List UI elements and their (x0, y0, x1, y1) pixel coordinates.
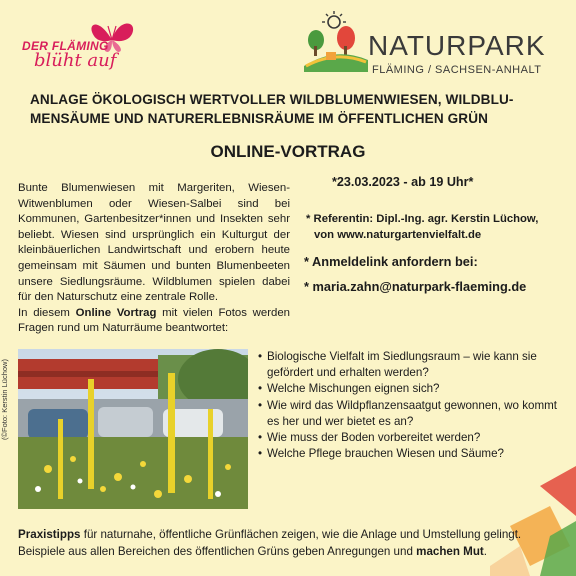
wildflower-photo (18, 349, 248, 509)
intro-lead-bold: Online Vortrag (75, 306, 157, 319)
intro-lead-in (18, 306, 290, 337)
questions-list (258, 349, 558, 462)
intro-lead-text: In diesem (18, 306, 76, 319)
logo-naturpark (300, 8, 568, 80)
logo-der-flaeming-blueht-auf (14, 14, 144, 74)
page-subtitle: ONLINE-VORTRAG (210, 142, 366, 161)
speaker-info (306, 211, 538, 243)
headline-line-1: ANLAGE ÖKOLOGISCH WERTVOLLER WILDBLUMENWIESEN, WILDBLU- (30, 92, 514, 107)
intro-lead-text-end: mit vielen Fotos werden Fragen rund um Naturräume beantwortet: (18, 306, 290, 335)
footer-text-1: für naturnahe, öffentliche Grünflächen zeigen, wie die Anlage und Umstellung gelingt. Beispiele aus allen Bereichen des öffentlichen Grüns geben Anregungen und (18, 528, 522, 558)
speaker-website[interactable]: von www.naturgartenvielfalt.de (314, 229, 482, 241)
registration-label: * Anmeldelink anfordern bei: (304, 254, 478, 269)
list-item: • Wie wird das Wildpflanzensaatgut gewonnen, wo kommt es her und wer bietet es an? (258, 398, 558, 430)
headline (30, 90, 550, 128)
footer-text-2: . (483, 545, 488, 558)
naturpark-title: NATURPARK (368, 30, 546, 61)
intro-paragraph: Bunte Blumenwiesen mit Margeriten, Wiesen-Witwenblumen oder Wiesen-Salbei sind bei Kommunen, Gartenbesitzer*innen und Insekten sehr beliebt. Wiesen sind ursprünglich ein Kulturgut der kleinbäuerlichen Landwirtschaft und erobern heute gemeinsam mit Säumen und bunten Blumenbeeten unsere Siedlungsräume. Wildblumen spielen dabei für den Naturschutz eine zentrale Rolle. (18, 182, 290, 304)
headline-line-2: MENSÄUME UND NATURERLEBNISRÄUME IM ÖFFENTLICHEN GRÜN (30, 111, 489, 126)
photo-credit: (©Foto: Kerstin Lüchow) (0, 359, 9, 440)
list-item: • Biologische Vielfalt im Siedlungsraum – wie kann sie gefördert und erhalten werden? (258, 349, 558, 381)
logo-line-1: DER FLÄMING (22, 39, 109, 53)
intro-text (18, 181, 290, 337)
naturpark-subtitle: FLÄMING / SACHSEN-ANHALT (372, 64, 542, 76)
list-item: • Wie muss der Boden vorbereitet werden? (258, 430, 558, 446)
event-date: *23.03.2023 - ab 19 Uhr* (332, 175, 474, 189)
list-item: • Welche Pflege brauchen Wiesen und Säume? (258, 446, 558, 462)
photo-wildflowers-parking (18, 349, 248, 509)
footer-bold-2: machen Mut (416, 545, 484, 558)
naturpark-emblem-icon (302, 10, 370, 74)
speaker-name: * Referentin: Dipl.-Ing. agr. Kerstin Lüchow, (306, 213, 539, 225)
logo-line-2: blüht auf (34, 50, 117, 71)
footer-text (18, 526, 558, 560)
footer-bold-1: Praxistipps (18, 528, 81, 541)
registration-email[interactable]: * maria.zahn@naturpark-flaeming.de (304, 279, 527, 294)
list-item: • Welche Mischungen eignen sich? (258, 381, 558, 397)
